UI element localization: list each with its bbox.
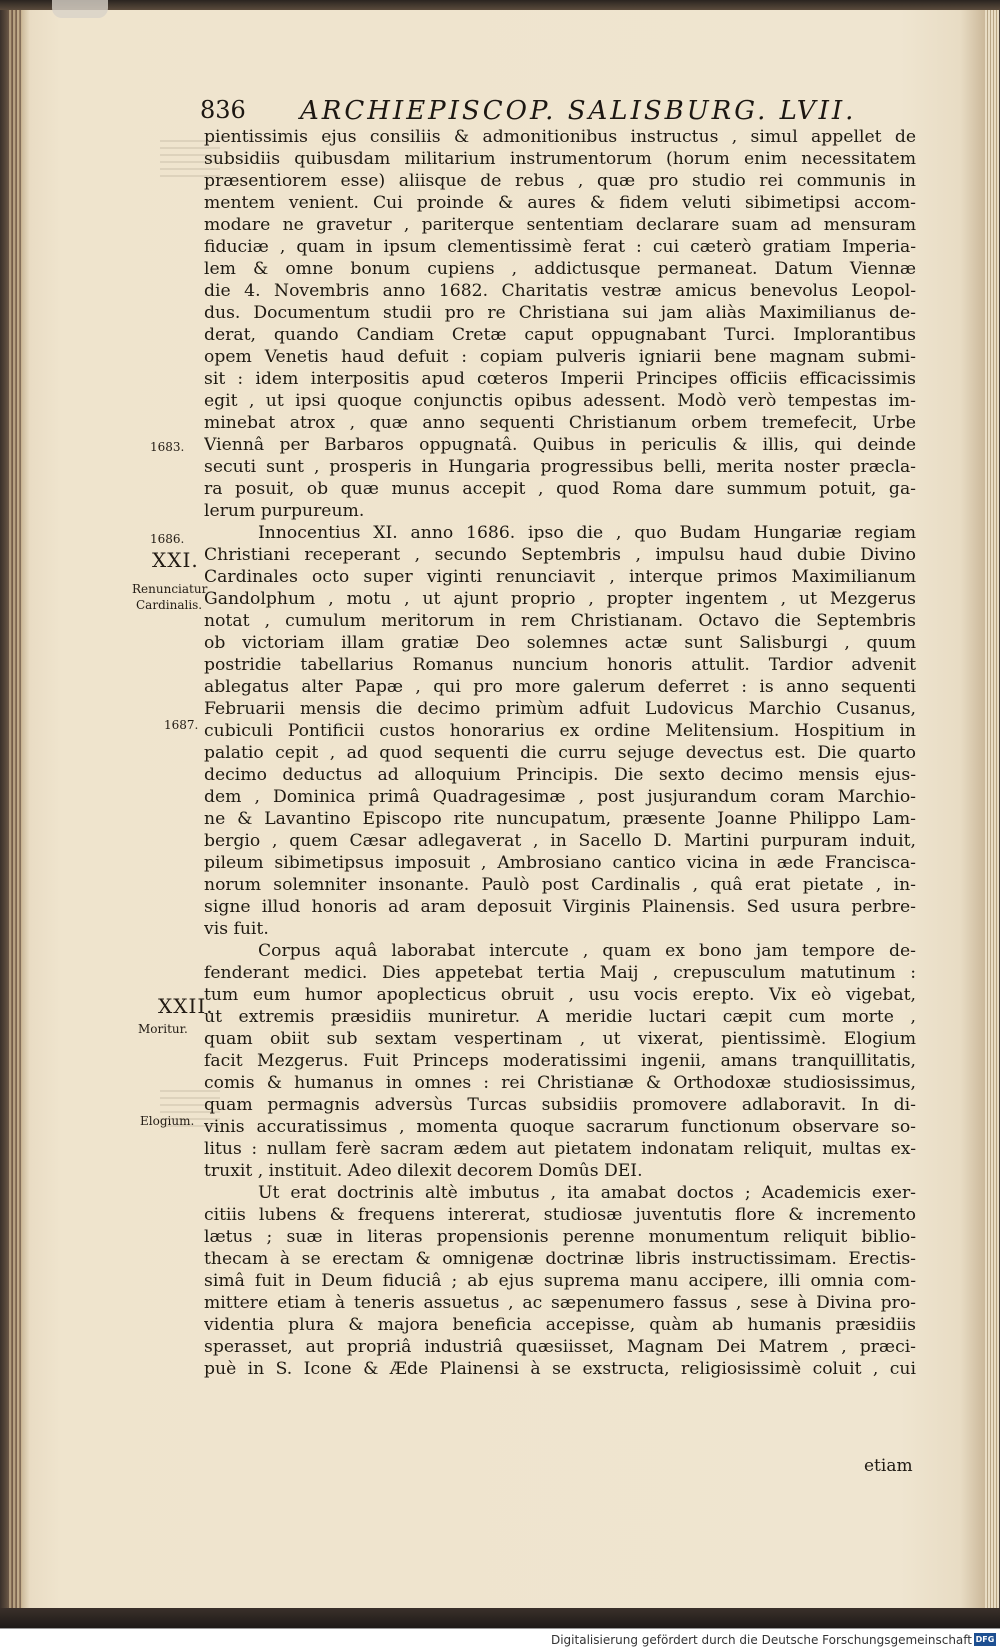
- text-line: thecam à se erectam & omnigenæ doctrinæ libris instructissimam. Erectis-: [204, 1249, 916, 1269]
- catchword: etiam: [864, 1456, 913, 1476]
- text-line: decimo deductus ad alloquium Principis. Die sexto decimo mensis ejus-: [204, 765, 916, 785]
- text-line: pientissimis ejus consiliis & admonitionibus instructus , simul appellet de: [204, 127, 916, 147]
- book-bottom-edge: [0, 1608, 1000, 1628]
- text-line: ut extremis præsidiis muniretur. A meridie luctari cæpit cum morte ,: [204, 1007, 916, 1027]
- margin-renunciatur: Renunciatur: [132, 582, 208, 596]
- text-line: vinis accuratissimus , momenta quoque sacrarum functionum observare so-: [204, 1117, 916, 1137]
- text-line: lem & omne bonum cupiens , addictusque permaneat. Datum Viennæ: [204, 259, 916, 279]
- text-line: quam permagnis adversùs Turcas subsidiis promovere adlaboravit. In di-: [204, 1095, 916, 1115]
- text-line: dus. Documentum studii pro re Christiana sui jam aliàs Maximilianus de-: [204, 303, 916, 323]
- text-line: Ut erat doctrinis altè imbutus , ita amabat doctos ; Academicis exer-: [258, 1183, 916, 1203]
- text-line: norum solemniter insonante. Paulò post Cardinalis , quâ erat pietate , in-: [204, 875, 916, 895]
- text-line: fenderant medici. Dies appetebat tertia Maij , crepusculum matutinum :: [204, 963, 916, 983]
- text-line: tum eum humor apoplecticus obruit , usu vocis erepto. Vix eò vigebat,: [204, 985, 916, 1005]
- margin-year-1687: 1687.: [164, 718, 199, 732]
- dfg-logo-icon: DFG: [975, 1635, 995, 1644]
- text-line: postridie tabellarius Romanus nuncium honoris attulit. Tardior advenit: [204, 655, 916, 675]
- text-line: Cardinales octo super viginti renunciavit , interque primos Maximilianum: [204, 567, 916, 587]
- text-line: modare ne gravetur , pariterque sententiam declarare suam ad mensuram: [204, 215, 916, 235]
- text-line: comis & humanus in omnes : rei Christianæ & Orthodoxæ studiosissimus,: [204, 1073, 916, 1093]
- text-line: ra posuit, ob quæ munus accepit , quod Roma dare summum potuit, ga-: [204, 479, 916, 499]
- margin-year-1686: 1686.: [150, 532, 185, 546]
- margin-section-xxi: XXI.: [152, 548, 199, 572]
- text-line: Innocentius XI. anno 1686. ipso die , quo Budam Hungariæ regiam: [258, 523, 916, 543]
- text-line: facit Mezgerus. Fuit Princeps moderatissimi ingenii, amans tranquillitatis,: [204, 1051, 916, 1071]
- book-top-edge: [0, 0, 1000, 10]
- text-line: bergio , quem Cæsar adlegaverat , in Sacello D. Martini purpuram induit,: [204, 831, 916, 851]
- text-line: truxit , instituit. Adeo dilexit decorem Domûs DEI.: [204, 1161, 643, 1181]
- text-line: citiis lubens & frequens intererat, studiosæ juventutis flore & incremento: [204, 1205, 916, 1225]
- text-line: die 4. Novembris anno 1682. Charitatis vestræ amicus benevolus Leopol-: [204, 281, 916, 301]
- footer-bar: [0, 1628, 1000, 1651]
- margin-year-1683: 1683.: [150, 440, 185, 454]
- text-line: lætus ; suæ in literas propensionis perenne monumentum reliquit biblio-: [204, 1227, 916, 1247]
- margin-section-xxii: XXII.: [158, 994, 214, 1018]
- text-line: quam obiit sub sextam vespertinam , ut vixerat, pientissimè. Elogium: [204, 1029, 916, 1049]
- text-line: sperasset, aut propriâ industriâ quæsiisset, Magnam Dei Matrem , præci-: [204, 1337, 916, 1357]
- text-line: dem , Dominica primâ Quadragesimæ , post jusjurandum coram Marchio-: [204, 787, 916, 807]
- text-line: sit : idem interpositis apud cœteros Imperii Principes officiis efficacissimis: [204, 369, 916, 389]
- margin-elogium: Elogium.: [140, 1114, 195, 1128]
- text-line: derat, quando Candiam Cretæ caput oppugnabant Turci. Implorantibus: [204, 325, 916, 345]
- text-line: puè in S. Icone & Æde Plainensi à se exstructa, religiosissimè coluit , cui: [204, 1359, 916, 1379]
- text-line: subsidiis quibusdam militarium instrumentorum (horum enim necessitatem: [204, 149, 916, 169]
- text-line: Corpus aquâ laborabat intercute , quam ex bono jam tempore de-: [258, 941, 916, 961]
- book-right-edge: [985, 10, 999, 1610]
- text-line: mentem venient. Cui proinde & aures & fidem veluti sibimetipsi accom-: [204, 193, 916, 213]
- text-line: videntia plura & majora beneficia accepisse, quàm ab humanis præsidiis: [204, 1315, 916, 1335]
- text-line: litus : nullam ferè sacram ædem aut pietatem indonatam reliquit, multas ex-: [204, 1139, 916, 1159]
- text-line: Februarii mensis die decimo primùm adfuit Ludovicus Marchio Cusanus,: [204, 699, 916, 719]
- text-line: signe illud honoris ad aram deposuit Virginis Plainensis. Sed usura perbre-: [204, 897, 916, 917]
- text-line: ne & Lavantino Episcopo rite nuncupatum, præsente Joanne Philippo Lam-: [204, 809, 916, 829]
- running-head: ARCHIEPISCOP. SALISBURG. LVII.: [300, 96, 857, 126]
- text-line: fiduciæ , quam in ipsum clementissimè ferat : cui cæterò gratiam Imperia-: [204, 237, 916, 257]
- text-line: præsentiorem esse) aliisque de rebus , quæ pro studio rei communis in: [204, 171, 916, 191]
- text-line: palatio cepit , ad quod sequenti die curru sejuge devectus est. Die quarto: [204, 743, 916, 763]
- margin-moritur: Moritur.: [138, 1022, 188, 1036]
- text-line: Gandolphum , motu , ut ajunt proprio , propter ingentem , ut Mezgerus: [204, 589, 916, 609]
- text-line: Christiani receperant , secundo Septembris , impulsu haud dubie Divino: [204, 545, 916, 565]
- text-line: opem Venetis haud defuit : copiam pulveris igniarii bene magnam submi-: [204, 347, 916, 367]
- funding-notice: Digitalisierung gefördert durch die Deutsche Forschungsgemeinschaft: [550, 1633, 972, 1647]
- text-line: simâ fuit in Deum fiduciâ ; ab ejus suprema manu accipere, illi omnia com-: [204, 1271, 916, 1291]
- text-line: notat , cumulum meritorum in rem Christianam. Octavo die Septembris: [204, 611, 916, 631]
- text-line: lerum purpureum.: [204, 501, 365, 521]
- text-line: cubiculi Pontificii custos honorarius ex ordine Melitensium. Hospitium in: [204, 721, 916, 741]
- text-line: Viennâ per Barbaros oppugnatâ. Quibus in periculis & illis, qui deinde: [204, 435, 916, 455]
- text-line: pileum sibimetipsus imposuit , Ambrosiano cantico vicina in æde Francisca-: [204, 853, 916, 873]
- text-line: vis fuit.: [204, 919, 269, 939]
- margin-cardinalis: Cardinalis.: [136, 598, 203, 612]
- text-line: minebat atrox , quæ anno sequenti Christianum orbem tremefecit, Urbe: [204, 413, 916, 433]
- page-number: 836: [200, 96, 246, 124]
- text-line: egit , ut ipsi quoque conjunctis opibus adessent. Modò verò tempestas im-: [204, 391, 916, 411]
- text-line: ob victoriam illam gratiæ Deo solemnes actæ sunt Salisburgi , quum: [204, 633, 916, 653]
- book-left-edge: [8, 10, 22, 1610]
- body-text: [204, 126, 916, 1380]
- text-line: secuti sunt , prosperis in Hungaria progressibus belli, merita noster præcla-: [204, 457, 916, 477]
- page-header: [200, 96, 920, 130]
- page-clip: [52, 0, 108, 18]
- text-line: mittere etiam à teneris assuetus , ac sæpenumero fassus , sese à Divina pro-: [204, 1293, 916, 1313]
- text-line: ablegatus alter Papæ , qui pro more galerum deferret : is anno sequenti: [204, 677, 916, 697]
